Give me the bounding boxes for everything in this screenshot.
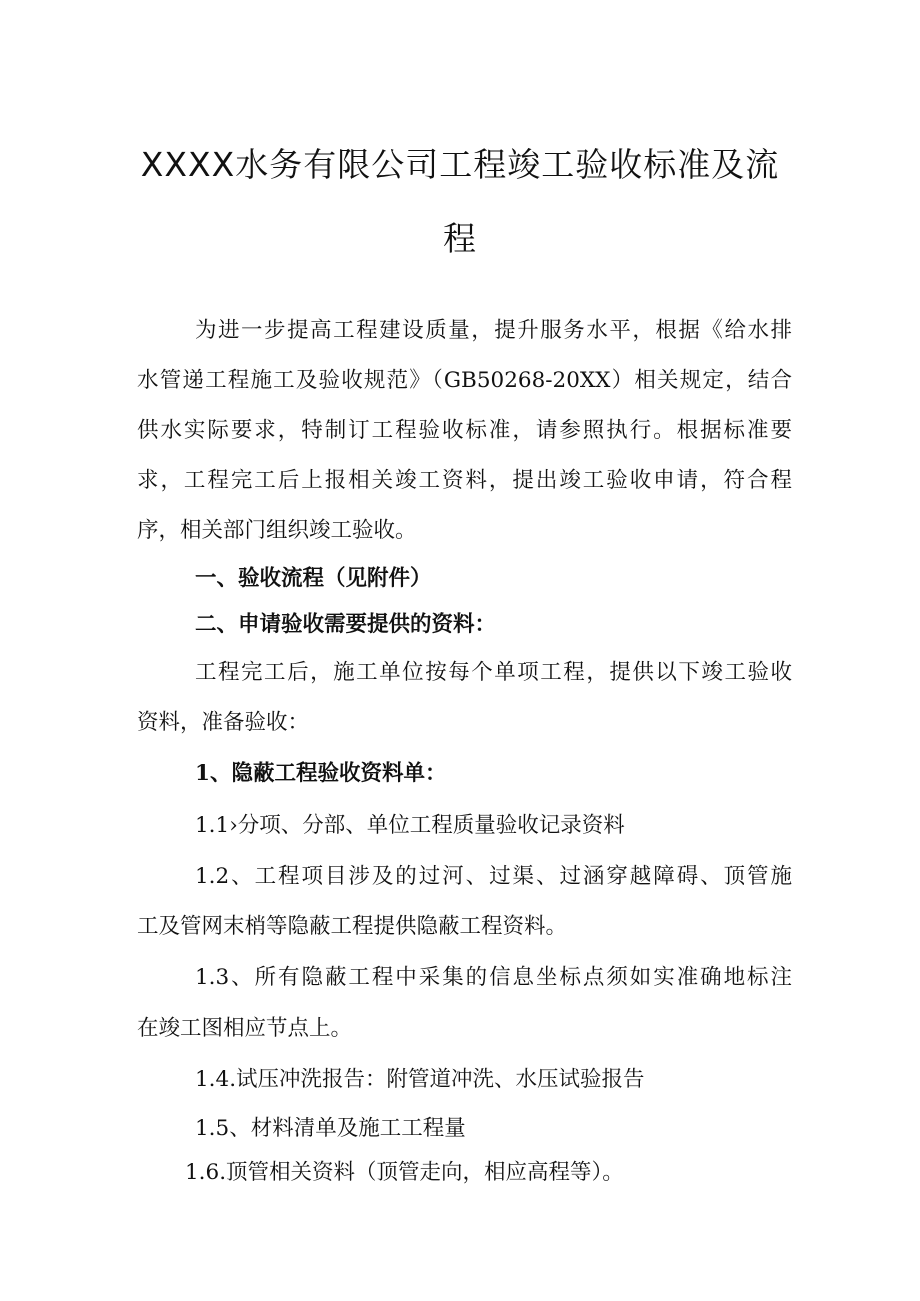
list-item-1-4: 1.4.试压冲洗报告：附管道冲洗、水压试验报告 <box>195 1067 645 1092</box>
document-body <box>137 306 792 1194</box>
intro-line: 序，相关部门组织竣工验收。 <box>137 518 417 543</box>
list-item-1-6: 1.6.顶管相关资料（顶管走向，相应高程等）。 <box>185 1160 624 1185</box>
section-text-line: 工程完工后，施工单位按每个单项工程，提供以下竣工验收 <box>195 660 792 685</box>
intro-line: 为进一步提高工程建设质量，提升服务水平，根据《给水排 <box>195 318 792 343</box>
list-item-1-2: 1.2、工程项目涉及的过河、过渠、过涵穿越障碍、顶管施 <box>195 864 792 889</box>
list-item-1-1: 1.1›分项、分部、单位工程质量验收记录资料 <box>195 813 625 838</box>
list-item-1-3: 1.3、所有隐蔽工程中采集的信息坐标点须如实准确地标注 <box>195 965 792 990</box>
title-line-2: 程 <box>443 219 477 258</box>
intro-line: 供水实际要求，特制订工程验收标准，请参照执行。根据标准要 <box>137 418 792 443</box>
list-item-1-2-cont: 工及管网末梢等隐蔽工程提供隐蔽工程资料。 <box>137 914 568 939</box>
section-heading-materials: 二、申请验收需要提供的资料： <box>195 612 497 637</box>
intro-line: 水管递工程施工及验收规范》（GB50268-20XX）相关规定，结合 <box>137 368 792 393</box>
document-title <box>100 128 820 276</box>
section-text-line: 资料，准备验收： <box>137 710 310 735</box>
subsection-heading-hidden-works: 1、隐蔽工程验收资料单： <box>195 761 447 786</box>
title-line-1: XXXX水务有限公司工程竣工验收标准及流 <box>140 145 780 184</box>
list-item-1-5: 1.5、材料清单及施工工程量 <box>195 1116 466 1141</box>
section-heading-process: 一、验收流程（见附件） <box>195 566 432 591</box>
list-item-1-3-cont: 在竣工图相应节点上。 <box>137 1016 353 1041</box>
intro-line: 求，工程完工后上报相关竣工资料，提出竣工验收申请，符合程 <box>137 468 792 493</box>
